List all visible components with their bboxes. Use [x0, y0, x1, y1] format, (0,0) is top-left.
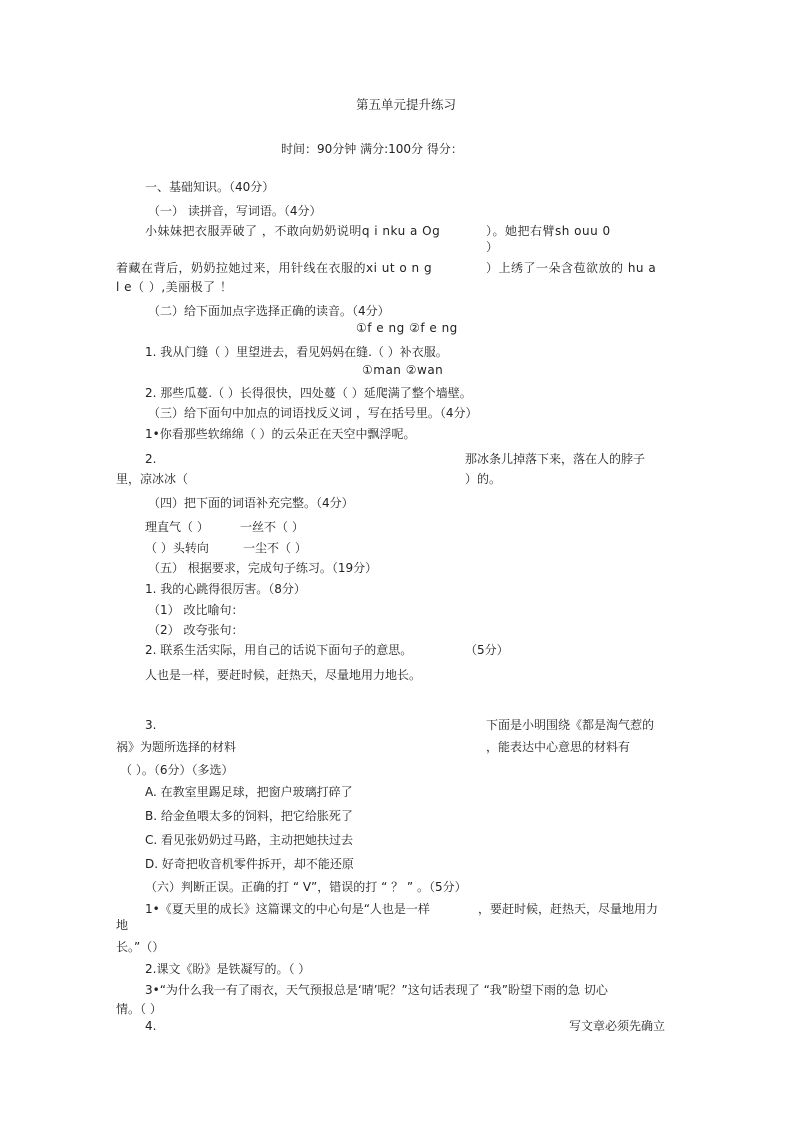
option-1-marker: ① [362, 363, 374, 377]
page-title: 第五单元提升练习 [356, 97, 457, 112]
option-1-pinyin: man [373, 363, 402, 377]
option-2-pinyin: f e ng [420, 321, 458, 335]
idiom-2: 一丝不（ ） [240, 520, 304, 534]
part6-question-1-end: 长。”（） [116, 940, 165, 954]
part1-line2a: 着藏在背后，奶奶拉她过来，用针线在衣服的xi ut o n g [116, 261, 433, 275]
part3-question-2-cont: 里，凉冰冰（ [116, 472, 189, 486]
part6-question-3-end: 情。（ ） [116, 1002, 162, 1016]
part6-question-1-cont: ，要赶时候，赶热天，尽量地用力 [478, 902, 659, 916]
part1-paren: ） [486, 240, 499, 254]
part6-question-1-wrap: 地 [116, 918, 129, 932]
part5-question-2-sentence: 人也是一样，要赶时候，赶热天，尽量地用力地长。 [145, 668, 422, 682]
part5-question-2-score: （5分） [465, 643, 509, 657]
part3-heading: （三）给下面句中加点的词语找反义词 ，写在括号里。（4分） [148, 406, 478, 420]
part1-line1b: ）。她把右臂sh ouu 0 [486, 224, 611, 238]
option-1-marker: ① [356, 321, 368, 335]
part4-heading: （四）把下面的词语补充完整。（4分） [148, 496, 354, 510]
part2-heading: （二）给下面加点字选择正确的读音。（4分） [148, 304, 390, 318]
part2-question-1: 1. 我从门缝（ ）里望进去，看见妈妈在缝.（ ）补衣服。 [145, 345, 448, 359]
part1-heading: （一） 读拼音，写词语。（4分） [148, 204, 322, 218]
pinyin-options-feng [356, 321, 458, 335]
part1-line1a: 小妹妹把衣服弄破了 ，不敢向奶奶说明q i nku a Og [145, 224, 441, 238]
part5-heading: （五） 根据要求，完成句子练习。（19分） [148, 561, 378, 575]
part1-line2b: ）上绣了一朵含苞欲放的 hu a [486, 261, 657, 275]
part6-question-1: 1•《夏天里的成长》这篇课文的中心句是“人也是一样 [145, 902, 430, 916]
choice-d: D. 好奇把收音机零件拆开，却不能还原 [145, 857, 354, 871]
part5-question-3-cont: 祸》为题所选择的材料 [116, 740, 237, 754]
idiom-4: 一尘不（ ） [243, 541, 307, 555]
part3-question-2-text: 那冰条儿掉落下来，落在人的脖子 [465, 452, 646, 466]
part5-question-1a: （1） 改比喻句： [148, 603, 244, 617]
part6-heading: （六）判断正误。正确的打 “ V”，错误的打 “ ？ ” 。（5分） [145, 880, 467, 894]
exam-meta: 时间：90分钟 满分:100分 得分： [281, 142, 463, 156]
choice-b: B. 给金鱼喂太多的饲料，把它给胀死了 [145, 809, 353, 823]
choice-a: A. 在教室里踢足球，把窗户玻璃打碎了 [145, 785, 353, 799]
part5-question-3-text: 下面是小明围绕《都是淘气惹的 [486, 718, 655, 732]
idiom-1: 理直气（ ） [145, 520, 209, 534]
part3-question-2-end: ）的。 [465, 472, 502, 486]
choice-c: C. 看见张奶奶过马路，主动把她扶过去 [145, 833, 354, 847]
part3-question-1: 1•你看那些软绵绵（ ）的云朵正在天空中飘浮呢。 [145, 427, 416, 441]
part5-question-3-number: 3. [145, 718, 157, 732]
part5-question-1b: （2） 改夸张句： [148, 623, 244, 637]
option-1-pinyin: f e ng [367, 321, 405, 335]
idiom-3: （ ）头转向 [145, 541, 209, 555]
pinyin-options-man [362, 363, 443, 377]
part5-question-3-paren: （ ）。（6分）（多选） [120, 763, 234, 777]
part5-question-1: 1. 我的心跳得很厉害。（8分） [145, 582, 306, 596]
option-2-pinyin: wan [417, 363, 444, 377]
part5-question-3-cont2: ，能表达中心意思的材料有 [486, 740, 631, 754]
section-heading-basics: 一、基础知识。（40分） [145, 180, 275, 194]
part1-line3: l e（ ）,美丽极了 ！ [116, 280, 233, 294]
part5-question-2: 2. 联系生活实际，用自己的话说下面句子的意思。 [145, 643, 413, 657]
part2-question-2: 2. 那些瓜蔓.（ ）长得很快，四处蔓（ ）延爬满了整个墙壁。 [145, 386, 472, 400]
part6-question-4-text: 写文章必须先确立 [569, 1019, 666, 1033]
option-2-marker: ② [409, 321, 421, 335]
part3-question-2-number: 2. [145, 452, 157, 466]
part6-question-3: 3•“为什么我一有了雨衣，天气预报总是‘晴’呢？”这句话表现了 “我”盼望下雨的急 切心 [145, 983, 608, 997]
option-2-marker: ② [405, 363, 418, 377]
part6-question-2: 2.课文《盼》是铁凝写的。（ ） [145, 962, 311, 976]
part6-question-4-number: 4. [145, 1019, 157, 1033]
